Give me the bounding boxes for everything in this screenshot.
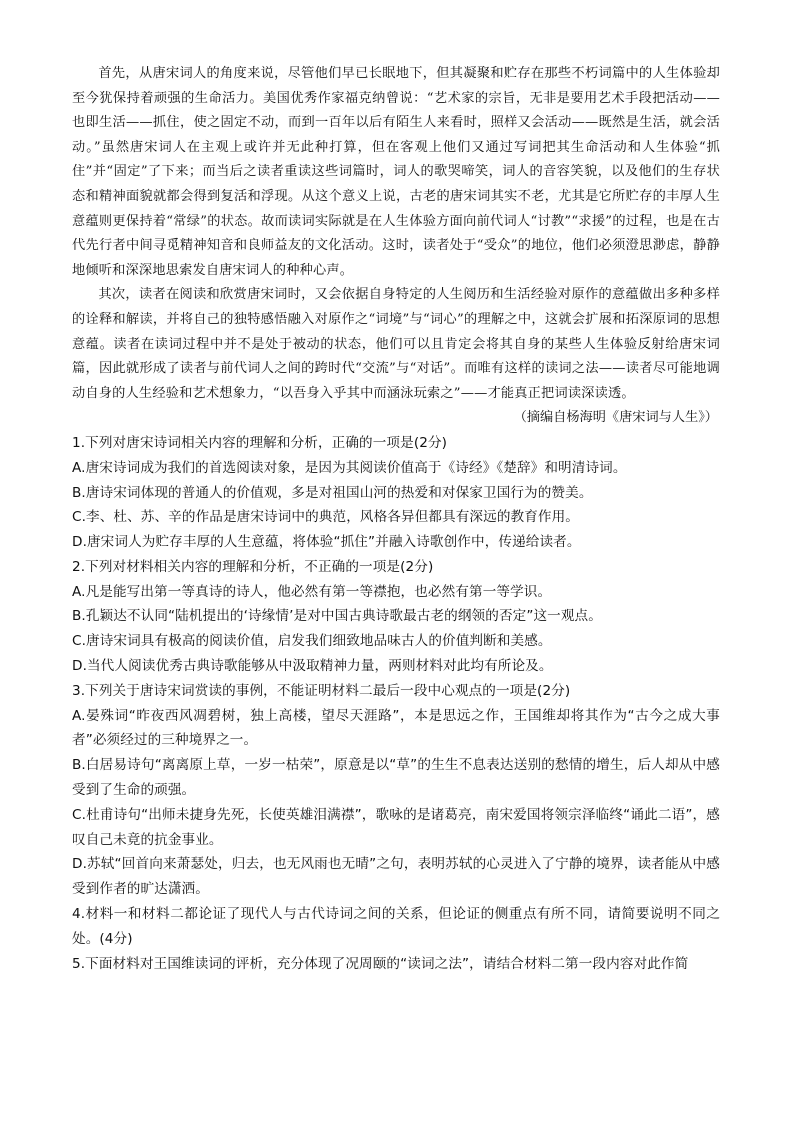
question-1-option-a: A.唐宋诗词成为我们的首选阅读对象，是因为其阅读价值高于《诗经》《楚辞》和明清诗词。 <box>72 459 627 476</box>
question-2-option-c: C.唐诗宋词具有极高的阅读价值，启发我们细致地品味古人的价值判断和美感。 <box>72 633 552 650</box>
question-1-option-c: C.李、杜、苏、辛的作品是唐宋诗词中的典范，风格各异但都具有深远的教育作用。 <box>72 509 579 526</box>
question-3-option-a: A.晏殊词“昨夜西风凋碧树，独上高楼，望尽天涯路”，本是思远之作，王国维却将其作为“古今之成大事者”必须经过的三种境界之一。 <box>72 707 720 749</box>
reading-passage <box>72 62 720 431</box>
question-1-option-b: B.唐诗宋词体现的普通人的价值观，多是对祖国山河的热爱和对保家卫国行为的赞美。 <box>72 484 593 501</box>
question-2-option-d: D.当代人阅读优秀古典诗歌能够从中汲取精神力量，两则材料对此均有所论及。 <box>72 658 553 675</box>
question-3-option-d: D.苏轼“回首向来萧瑟处，归去，也无风雨也无晴”之句，表明苏轼的心灵进入了宁静的境界，读者能从中感受到作者的旷达潇洒。 <box>72 856 720 898</box>
question-2-option-a: A.凡是能写出第一等真诗的诗人，他必然有第一等襟抱，也必然有第一等学识。 <box>72 583 552 600</box>
question-4-stem: 4.材料一和材料二都论证了现代人与古代诗词之间的关系，但论证的侧重点有所不同，请简要说明不同之处。(4分) <box>72 906 720 947</box>
question-2-stem: 2.下列对材料相关内容的理解和分析，不正确的一项是(2分) <box>72 558 434 575</box>
question-2-option-b: B.孔颖达不认同“陆机提出的‘诗缘情’是对中国古典诗歌最古老的纲领的否定”这一观点。 <box>72 608 602 625</box>
passage-paragraph-2: 其次，读者在阅读和欣赏唐宋词时，又会依据自身特定的人生阅历和生活经验对原作的意蕴做出多种多样的诠释和解读，并将自己的独特感悟融入对原作之“词境”与“词心”的理解之中，这就会扩展和拓深原词的思想意蕴。读者在读词过程中并不是处于被动的状态，他们可以且肯定会将其自身的某些人生体验反射给唐宋词篇，因此就形成了读者与前代词人之间的跨时代“交流”与“对话”。而唯有这样的读词之法——读者尽可能地调动自身的人生经验和艺术想象力，“以吾身入乎其中而涵泳玩索之”——才能真正把词读深读透。 <box>72 287 720 401</box>
question-5-stem: 5.下面材料对王国维读词的评析，充分体现了况周颐的“读词之法”，请结合材料二第一段内容对此作简 <box>72 955 689 972</box>
question-3-option-b: B.白居易诗句“离离原上草，一岁一枯荣”，原意是以“草”的生生不息表达送别的愁情的增生，后人却从中感受到了生命的顽强。 <box>72 757 720 799</box>
passage-source: （摘编自杨海明《唐宋词与人生》） <box>513 410 718 426</box>
question-1-option-d: D.唐宋词人为贮存丰厚的人生意蕴，将体验“抓住”并融入诗歌创作中，传递给读者。 <box>72 534 581 551</box>
question-3-option-c: C.杜甫诗句“出师未捷身先死，长使英雄泪满襟”，歌咏的是诸葛亮，南宋爱国将领宗泽临终“诵此二语”，感叹自己未竟的抗金事业。 <box>72 806 720 848</box>
question-1-stem: 1.下列对唐宋诗词相关内容的理解和分析，正确的一项是(2分) <box>72 434 448 451</box>
exam-page <box>72 62 720 976</box>
question-list <box>72 431 720 977</box>
question-3-stem: 3.下列关于唐诗宋词赏读的事例，不能证明材料二最后一段中心观点的一项是(2分) <box>72 682 571 699</box>
passage-paragraph-1: 首先，从唐宋词人的角度来说，尽管他们早已长眠地下，但其凝聚和贮存在那些不朽词篇中的人生体验却至今犹保持着顽强的生命活力。美国优秀作家福克纳曾说：“艺术家的宗旨，无非是要用艺术手段把活动——也即生活——抓住，使之固定不动，而到一百年以后有陌生人来看时，照样又会活动——既然是生活，就会活动。”虽然唐宋词人在主观上或许并无此种打算，但在客观上他们又通过写词把其生命活动和人生体验“抓住”并“固定”了下来；而当后之读者重读这些词篇时，词人的歌哭啼笑，词人的音容笑貌，以及他们的生存状态和精神面貌就都会得到复活和浮现。从这个意义上说，古老的唐宋词其实不老，尤其是它所贮存的丰厚人生意蕴则更保持着“常绿”的状态。故而读词实际就是在人生体验方面向前代词人“讨教”“求援”的过程，也是在古代先行者中间寻觅精神知音和良师益友的文化活动。这时，读者处于“受众”的地位，他们必须澄思渺虑，静静地倾听和深深地思索发自唐宋词人的种种心声。 <box>72 66 720 278</box>
